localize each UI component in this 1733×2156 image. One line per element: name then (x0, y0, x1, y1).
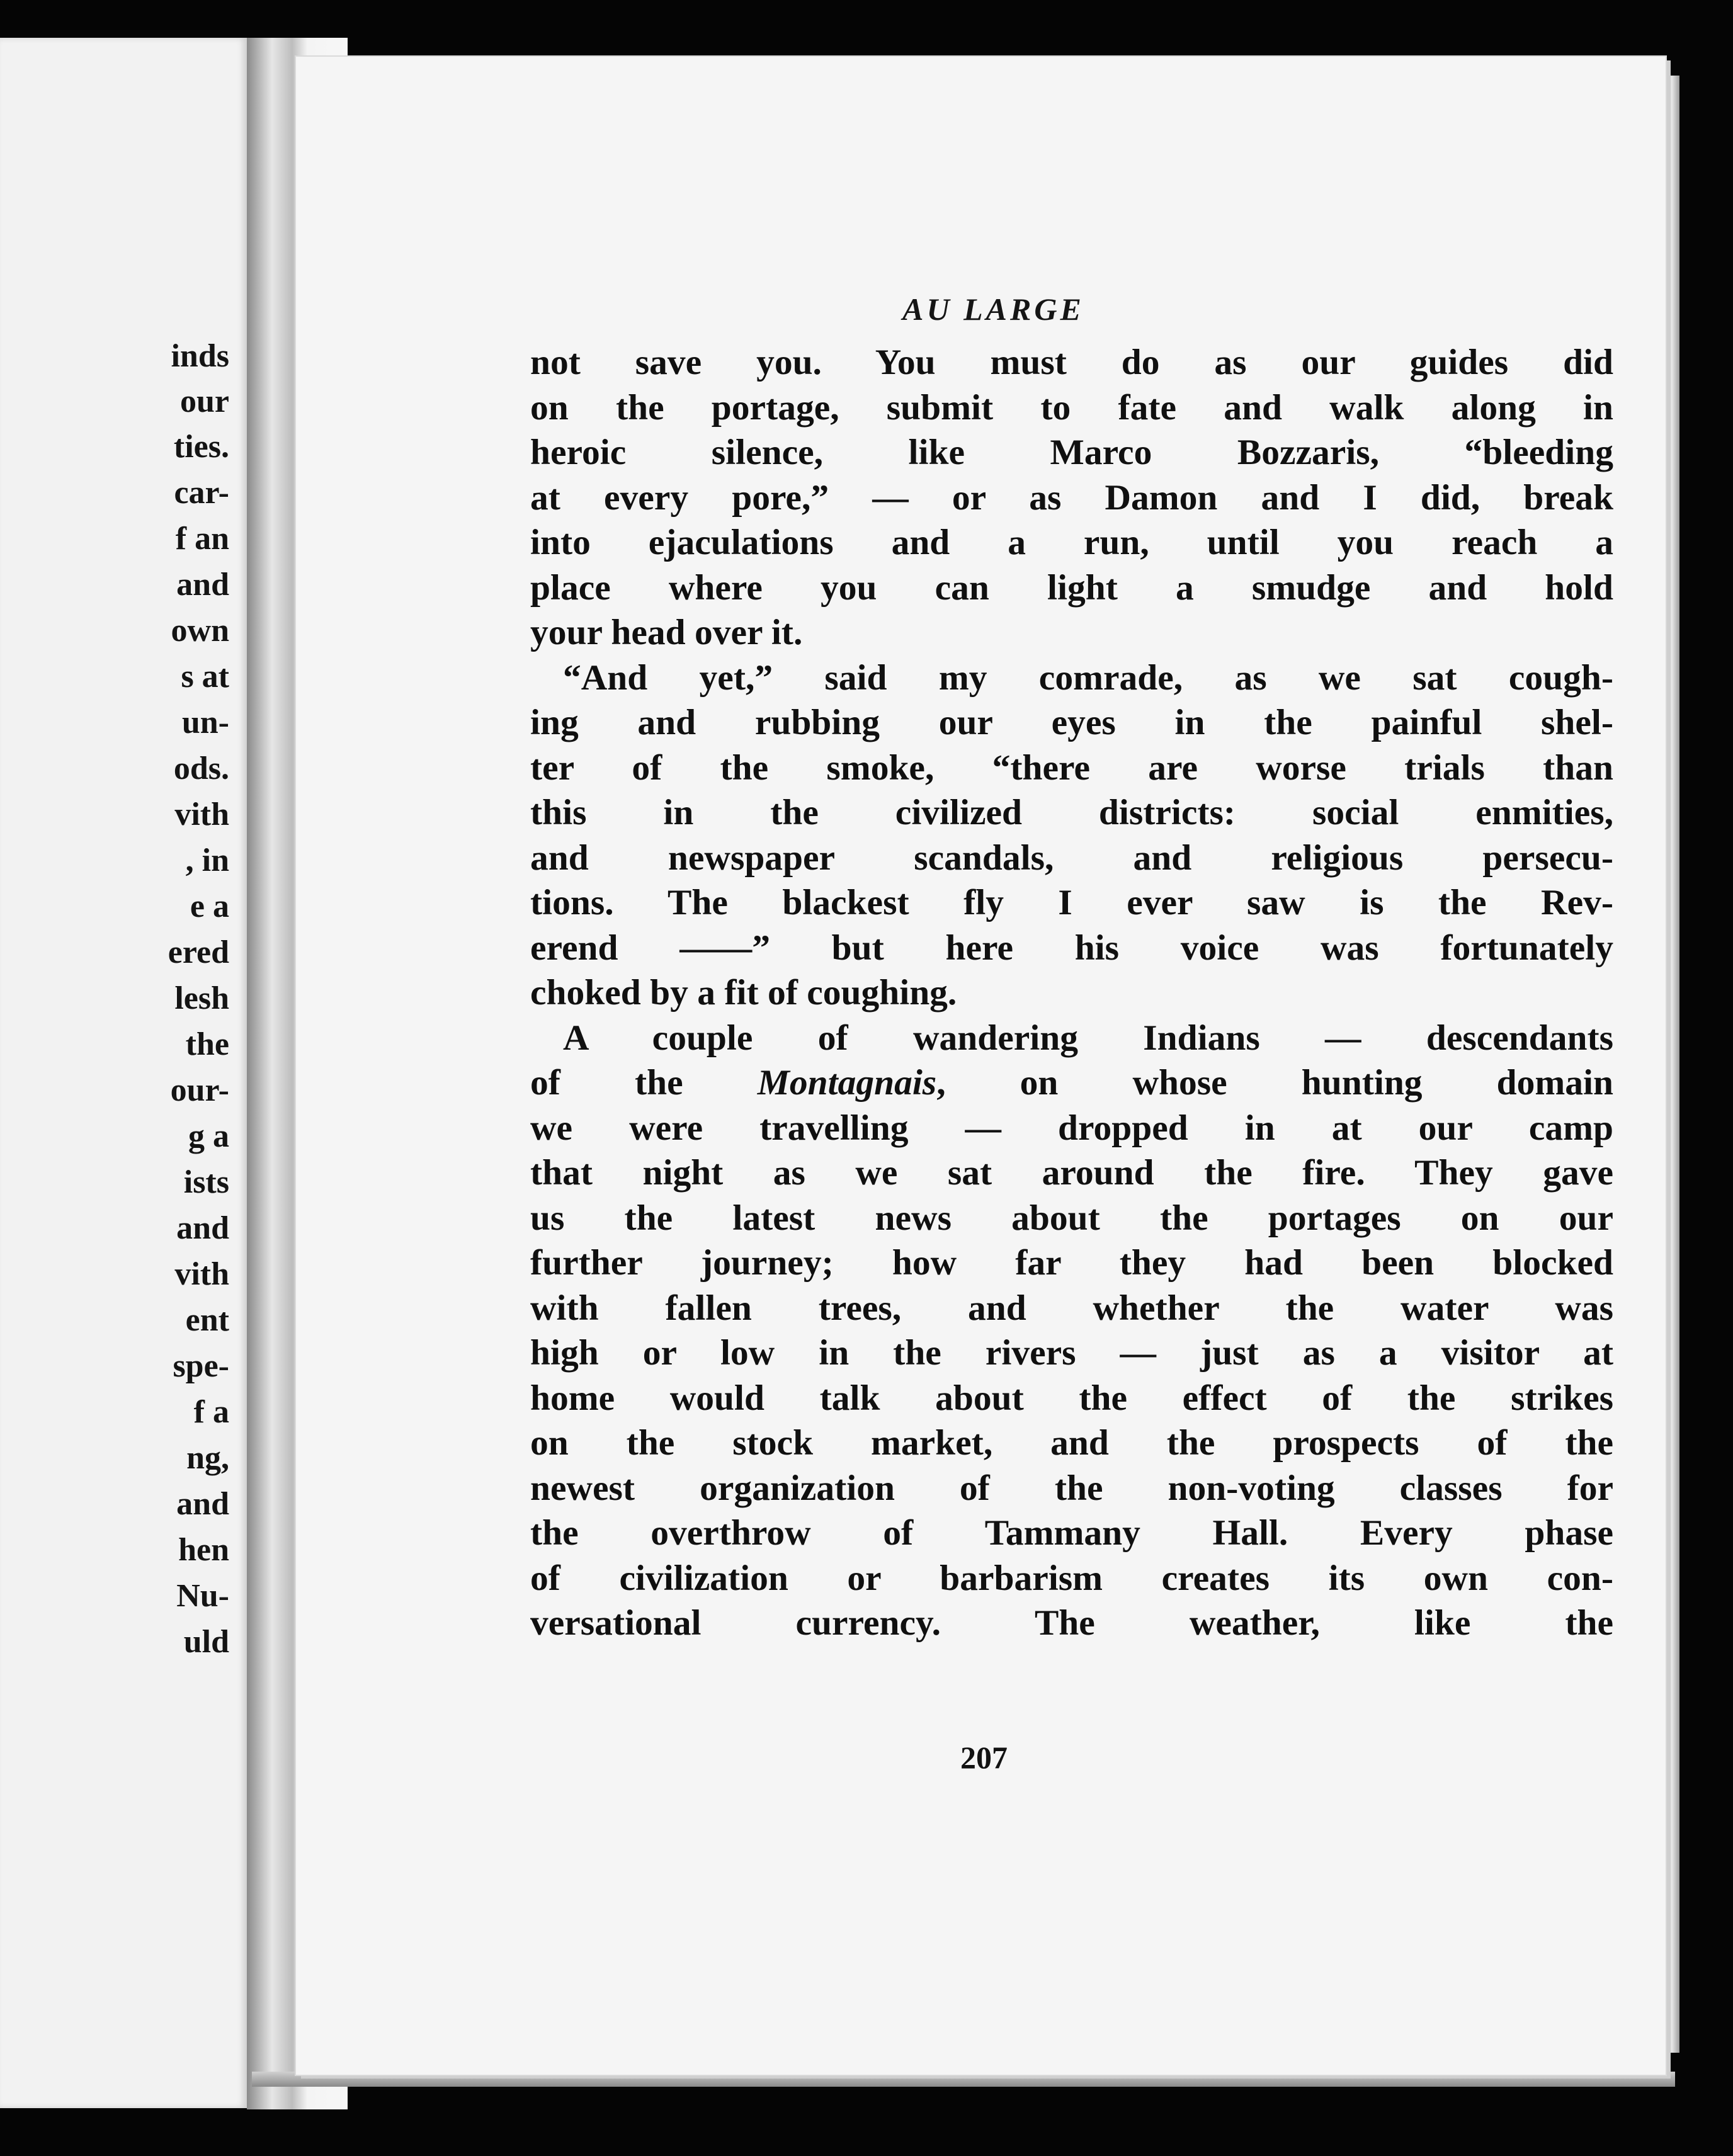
body-text (530, 340, 1613, 1646)
text-line: A couple of wandering Indians — descendants (563, 1018, 1613, 1058)
left-fragment: ered (168, 934, 229, 970)
text-line: versational currency. The weather, like the (530, 1603, 1613, 1643)
text-line: ing and rubbing our eyes in the painful shel- (530, 703, 1613, 742)
left-fragment: spe- (173, 1348, 229, 1384)
left-fragment: our (180, 383, 229, 419)
text-line: your head over it. (530, 613, 803, 652)
text-segment: of the (530, 1063, 683, 1103)
text-line: erend ——” but here his voice was fortunately (530, 928, 1613, 968)
text-line: this in the civilized districts: social enmities, (530, 793, 1613, 832)
left-fragment: f an (175, 521, 229, 557)
left-fragment: Nu- (176, 1578, 229, 1614)
text-line: ter of the smoke, “there are worse trials than (530, 747, 1613, 788)
text-line: home would talk about the effect of the strikes (530, 1378, 1613, 1418)
text-line: at every pore,” — or as Damon and I did, break (530, 477, 1613, 518)
text-line: choked by a fit of coughing. (530, 973, 957, 1013)
text-line: high or low in the rivers — just as a visitor at (530, 1333, 1613, 1373)
left-fragment: ists (183, 1164, 229, 1200)
left-fragment: s at (181, 659, 229, 695)
page-number: 207 (960, 1740, 1008, 1775)
left-fragment: f a (193, 1394, 229, 1430)
text-segment: , on whose hunting domain (936, 1063, 1613, 1103)
italic-word-montagnais: Montagnais (757, 1063, 937, 1103)
text-line: us the latest news about the portages on our (530, 1198, 1613, 1238)
text-line: of civilization or barbarism creates its own con- (530, 1558, 1613, 1598)
left-fragment: car- (174, 475, 229, 511)
text-line: the overthrow of Tammany Hall. Every phase (530, 1513, 1613, 1553)
page-right-edge (1666, 76, 1679, 2053)
left-page-text-fragments (0, 38, 247, 2108)
left-fragment: and (176, 1486, 229, 1522)
text-line: on the stock market, and the prospects of the (530, 1423, 1613, 1463)
paragraph-3 (530, 1016, 1613, 1646)
left-fragment: own (171, 613, 229, 649)
text-line: on the portage, submit to fate and walk along in (530, 387, 1613, 428)
text-line-with-italic (530, 1060, 1613, 1106)
left-fragment: inds (171, 338, 229, 374)
text-line: tions. The blackest fly I ever saw is the Rev- (530, 883, 1613, 922)
left-fragment: vith (174, 1256, 229, 1292)
left-fragment: g a (188, 1118, 229, 1154)
text-line: heroic silence, like Marco Bozzaris, “bleeding (530, 433, 1613, 472)
paragraph-1 (530, 340, 1613, 655)
text-line: further journey; how far they had been blocked (530, 1243, 1613, 1283)
left-fragment: uld (183, 1624, 229, 1660)
text-line: “And yet,” said my comrade, as we sat cough- (563, 657, 1613, 698)
left-fragment: e a (190, 888, 229, 924)
left-fragment: ties. (173, 429, 229, 465)
right-page (296, 57, 1666, 2075)
left-fragment: ods. (173, 751, 229, 786)
left-page (0, 38, 247, 2108)
left-fragment: ent (185, 1302, 229, 1338)
left-fragment: and (176, 1210, 229, 1246)
text-line: place where you can light a smudge and hold (530, 567, 1613, 608)
left-fragment: and (176, 567, 229, 603)
text-line: with fallen trees, and whether the water was (530, 1288, 1613, 1328)
left-fragment: lesh (174, 980, 229, 1016)
paragraph-2 (530, 655, 1613, 1016)
text-line: newest organization of the non-voting classes for (530, 1468, 1613, 1508)
running-head: AU LARGE (902, 292, 1084, 327)
left-fragment: ng, (186, 1440, 229, 1476)
left-fragment: the (185, 1026, 229, 1062)
left-fragment: hen (178, 1532, 229, 1568)
text-line: not save you. You must do as our guides did (530, 343, 1613, 382)
left-fragment: un- (181, 705, 229, 740)
text-line: into ejaculations and a run, until you reach a (530, 523, 1613, 562)
left-fragment: , in (185, 843, 229, 878)
left-fragment: our- (170, 1072, 229, 1108)
text-line: and newspaper scandals, and religious persecu- (530, 837, 1613, 878)
text-line: we were travelling — dropped in at our camp (530, 1108, 1613, 1148)
text-line: that night as we sat around the fire. They gave (530, 1153, 1613, 1193)
left-fragment: vith (174, 797, 229, 832)
